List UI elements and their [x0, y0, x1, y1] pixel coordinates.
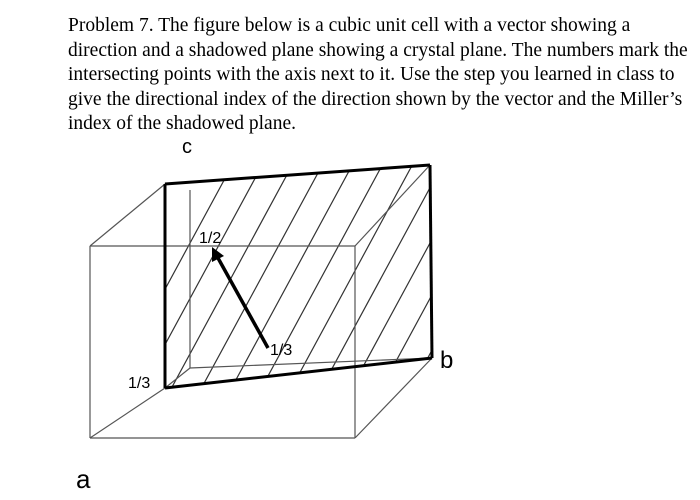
problem-statement: Problem 7. The figure below is a cubic unit cell with a vector showing a direction and a shadowed plane showing a crystal plane. The numbers mark the intersecting points with the axis next to it. Use the step you learned in class to give the directional index of the direction shown by the vector and the Miller’s index of the shadowed plane. [68, 15, 688, 134]
intercept-top-label: 1/2 [199, 230, 222, 247]
axis-a-label: a [76, 464, 91, 494]
intercept-left-label: 1/3 [128, 375, 151, 392]
plane-hatching [105, 160, 535, 400]
axis-c-label: c [182, 136, 192, 158]
intercept-mid-label: 1/3 [270, 342, 293, 359]
shaded-plane-outline [165, 165, 432, 388]
cube-edges [90, 165, 432, 438]
axis-b-label: b [440, 347, 454, 374]
